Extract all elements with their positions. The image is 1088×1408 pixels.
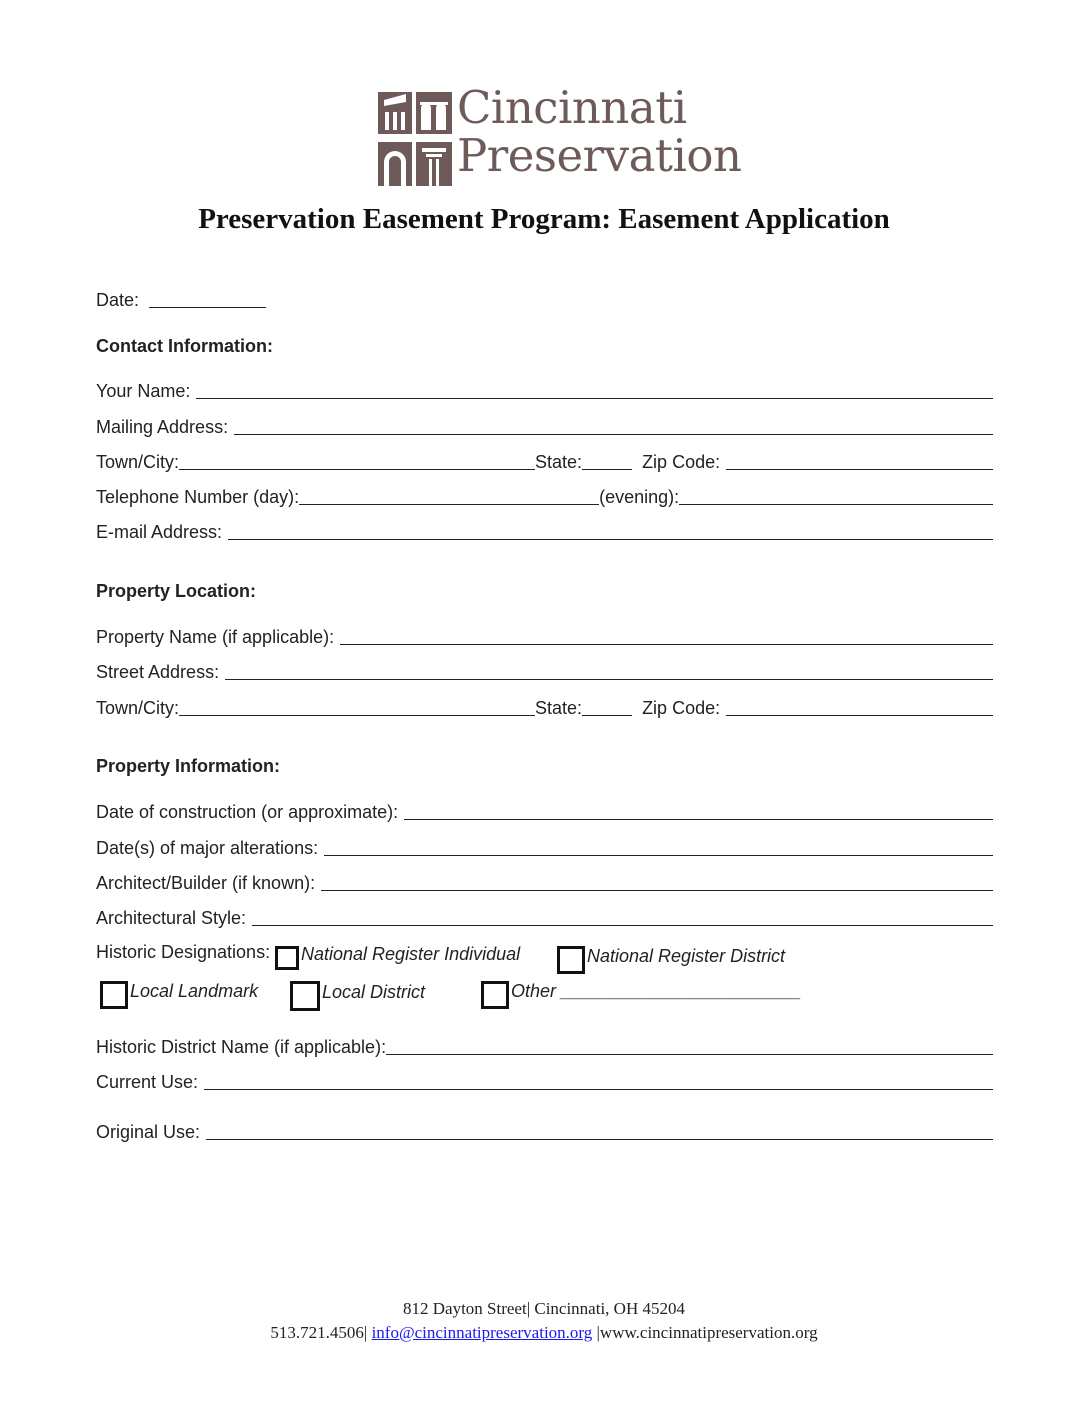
telephone-evening-field[interactable] <box>679 486 993 505</box>
original-use-field[interactable] <box>206 1121 993 1140</box>
info-heading: Property Information: <box>96 756 281 776</box>
location-state-label: State: <box>535 698 583 718</box>
district-name-label: Historic District Name (if applicable): <box>96 1037 387 1057</box>
page-title: Preservation Easement Program: Easement Application <box>198 203 890 235</box>
contact-town-row <box>96 448 993 472</box>
construction-date-field[interactable] <box>404 801 993 820</box>
current-use-field[interactable] <box>204 1071 993 1090</box>
your-name-row <box>96 377 993 401</box>
footer-email-link[interactable]: info@cincinnatipreservation.org <box>371 1323 593 1342</box>
mailing-address-label: Mailing Address: <box>96 417 229 437</box>
local-district-checkbox[interactable] <box>290 981 320 1011</box>
contact-town-field[interactable] <box>179 451 535 470</box>
style-label: Architectural Style: <box>96 908 247 928</box>
alterations-label: Date(s) of major alterations: <box>96 838 319 858</box>
district-name-row <box>96 1033 993 1057</box>
contact-zip-field[interactable] <box>726 451 993 470</box>
architect-row <box>96 869 993 893</box>
nr-individual-label: National Register Individual <box>301 943 521 964</box>
other-label: Other ________________________ <box>511 980 802 1001</box>
footer-website: |www.cincinnatipreservation.org <box>596 1323 818 1342</box>
footer-phone: 513.721.4506| <box>270 1323 368 1342</box>
street-address-row <box>96 658 993 682</box>
logo-line-preservation: Preservation <box>457 129 742 182</box>
current-use-label: Current Use: <box>96 1072 199 1092</box>
date-label: Date: <box>96 290 140 310</box>
location-state-field[interactable] <box>582 697 632 716</box>
telephone-evening-label: (evening): <box>599 487 680 507</box>
style-field[interactable] <box>252 907 993 926</box>
property-name-label: Property Name (if applicable): <box>96 627 335 647</box>
contact-state-label: State: <box>535 452 583 472</box>
location-zip-field[interactable] <box>726 697 993 716</box>
mailing-address-field[interactable] <box>234 416 993 435</box>
nr-district-checkbox[interactable] <box>557 946 585 974</box>
architect-label: Architect/Builder (if known): <box>96 873 316 893</box>
telephone-day-label: Telephone Number (day): <box>96 487 300 507</box>
location-zip-label: Zip Code: <box>642 698 721 718</box>
current-use-row <box>96 1068 993 1092</box>
historic-designations-label: Historic Designations: <box>96 942 271 962</box>
nr-individual-checkbox[interactable] <box>275 946 299 970</box>
footer-address: 812 Dayton Street| Cincinnati, OH 45204 <box>403 1299 685 1318</box>
original-use-label: Original Use: <box>96 1122 201 1142</box>
construction-date-label: Date of construction (or approximate): <box>96 802 399 822</box>
date-field[interactable] <box>149 289 266 308</box>
email-field[interactable] <box>228 521 993 540</box>
local-district-label: Local District <box>322 981 426 1002</box>
other-checkbox[interactable] <box>481 981 509 1009</box>
option-nr-district[interactable] <box>557 942 785 970</box>
local-landmark-checkbox[interactable] <box>100 981 128 1009</box>
contact-zip-label: Zip Code: <box>642 452 721 472</box>
your-name-label: Your Name: <box>96 381 191 401</box>
footer-contact <box>0 1323 1088 1343</box>
telephone-row <box>96 483 993 507</box>
architect-field[interactable] <box>321 872 993 891</box>
location-heading: Property Location: <box>96 581 257 601</box>
date-row <box>96 286 266 310</box>
original-use-row <box>96 1118 993 1142</box>
contact-state-field[interactable] <box>582 451 632 470</box>
logo-wordmark <box>457 81 742 182</box>
street-address-field[interactable] <box>225 661 993 680</box>
building-columns-icon <box>378 90 454 186</box>
logo-line-cincinnati: Cincinnati <box>457 81 687 134</box>
location-town-row <box>96 694 993 718</box>
location-town-field[interactable] <box>179 697 535 716</box>
email-label: E-mail Address: <box>96 522 223 542</box>
construction-date-row <box>96 798 993 822</box>
cincinnati-preservation-logo <box>378 81 742 188</box>
property-name-row <box>96 623 993 647</box>
district-name-field[interactable] <box>386 1036 993 1055</box>
option-local-landmark[interactable] <box>100 977 258 1005</box>
option-other[interactable] <box>481 977 801 1005</box>
contact-town-label: Town/City: <box>96 452 180 472</box>
alterations-field[interactable] <box>324 837 993 856</box>
contact-heading: Contact Information: <box>96 336 273 356</box>
nr-district-label: National Register District <box>587 945 786 966</box>
option-local-district[interactable] <box>290 977 425 1007</box>
alterations-row <box>96 834 993 858</box>
your-name-field[interactable] <box>196 380 993 399</box>
location-town-label: Town/City: <box>96 698 180 718</box>
email-row <box>96 518 993 542</box>
property-name-field[interactable] <box>340 626 993 645</box>
street-address-label: Street Address: <box>96 662 220 682</box>
local-landmark-label: Local Landmark <box>130 980 259 1001</box>
style-row <box>96 904 993 928</box>
option-nr-individual[interactable] <box>275 942 520 966</box>
mailing-address-row <box>96 413 993 437</box>
telephone-day-field[interactable] <box>299 486 599 505</box>
